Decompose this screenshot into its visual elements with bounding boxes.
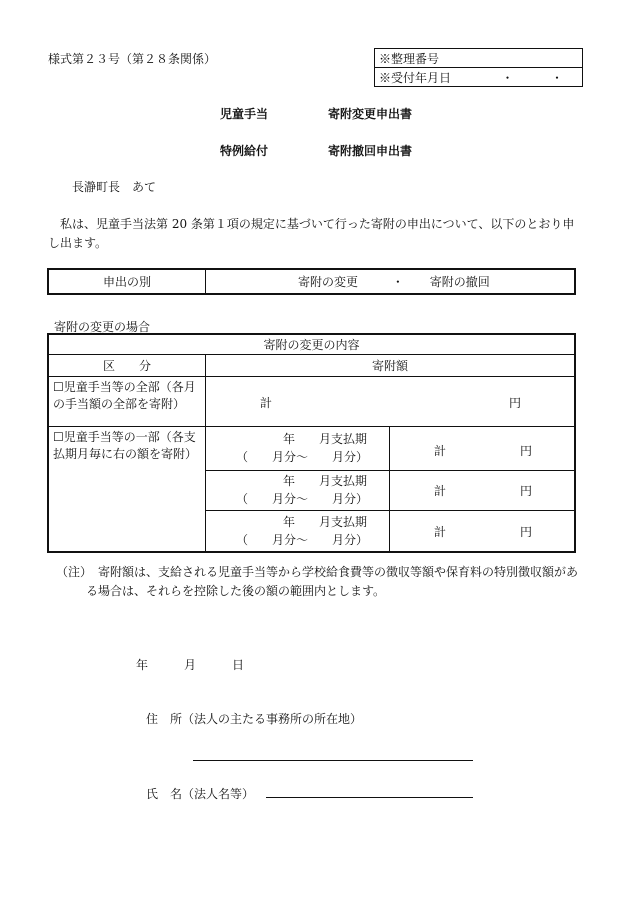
period-3-line2: （ 月分〜 月分） xyxy=(236,532,369,547)
address-label: 住 所（法人の主たる事務所の所在地） xyxy=(146,712,363,726)
period-1-line1: 年 月支払期 xyxy=(283,432,368,446)
address-line[interactable] xyxy=(193,760,473,761)
period-1-line2: （ 月分〜 月分） xyxy=(236,450,369,464)
period-2-amount[interactable] xyxy=(390,470,576,510)
period-3-amount[interactable] xyxy=(390,510,576,552)
row-part-label[interactable]: ☐児童手当等の一部（各支払期月毎に右の額を寄附） xyxy=(48,426,206,552)
period-3[interactable] xyxy=(206,510,390,552)
change-caption: 寄附の変更の場合 xyxy=(54,320,151,334)
option-withdraw[interactable]: 寄附の撤回 xyxy=(429,275,490,289)
row-all-label[interactable]: ☐児童手当等の全部（各月の手当額の全部を寄附） xyxy=(48,376,206,426)
period-3-total: 計 xyxy=(434,524,447,539)
registry-box xyxy=(374,48,583,87)
period-2-line1: 年 月支払期 xyxy=(283,474,368,488)
period-2-line2: （ 月分〜 月分） xyxy=(236,492,369,506)
name-line[interactable] xyxy=(266,797,473,798)
form-number: 様式第２３号（第２８条関係） xyxy=(48,52,217,66)
name-label: 氏 名（法人名等） xyxy=(146,787,255,801)
period-1[interactable] xyxy=(206,426,390,470)
title-special-benefit: 特例給付 xyxy=(220,144,269,158)
request-kind-options[interactable] xyxy=(206,269,576,294)
column-amount: 寄附額 xyxy=(206,354,576,376)
column-category: 区 分 xyxy=(48,354,206,376)
period-1-yen: 円 xyxy=(520,443,533,458)
title-child-allowance: 児童手当 xyxy=(220,107,269,121)
received-date-field[interactable]: ※受付年月日 xyxy=(375,68,484,87)
request-kind-label: 申出の別 xyxy=(48,269,206,294)
title-withdrawal-request: 寄附撤回申出書 xyxy=(328,144,413,158)
row-all-amount[interactable] xyxy=(206,376,576,426)
row-all-yen: 円 xyxy=(509,395,522,410)
title-change-request: 寄附変更申出書 xyxy=(328,107,413,121)
period-2[interactable] xyxy=(206,470,390,510)
option-change[interactable]: 寄附の変更 xyxy=(298,275,359,289)
period-1-amount[interactable] xyxy=(390,426,576,470)
date-day[interactable]: 日 xyxy=(232,658,245,672)
addressee: 長瀞町長 あて xyxy=(72,180,157,194)
change-details-table xyxy=(47,333,576,553)
date-month[interactable]: 月 xyxy=(184,658,197,672)
note-marker: （注） xyxy=(56,565,93,579)
intro-text: 私は、児童手当法第 20 条第１項の規定に基づいて行った寄附の申出について、以下のとおり申し出ます。 xyxy=(48,217,575,250)
received-dot-2: ・ xyxy=(532,68,582,87)
date-year[interactable]: 年 xyxy=(136,658,149,672)
row-all-total: 計 xyxy=(260,395,273,410)
period-2-yen: 円 xyxy=(520,483,533,498)
period-3-line1: 年 月支払期 xyxy=(283,514,368,529)
reg-number-field[interactable]: ※整理番号 xyxy=(375,49,583,68)
period-1-total: 計 xyxy=(434,443,447,458)
received-dot-1: ・ xyxy=(483,68,532,87)
period-3-yen: 円 xyxy=(520,524,533,539)
change-table-heading: 寄附の変更の内容 xyxy=(48,334,575,354)
note-line-2: る場合は、それらを控除した後の額の範囲内とします。 xyxy=(86,584,386,598)
note-line-1: 寄附額は、支給される児童手当等から学校給食費等の徴収等額や保育料の特別徴収額があ xyxy=(98,565,579,579)
period-2-total: 計 xyxy=(434,483,447,498)
option-separator: ・ xyxy=(391,275,404,289)
request-kind-table xyxy=(47,268,576,295)
